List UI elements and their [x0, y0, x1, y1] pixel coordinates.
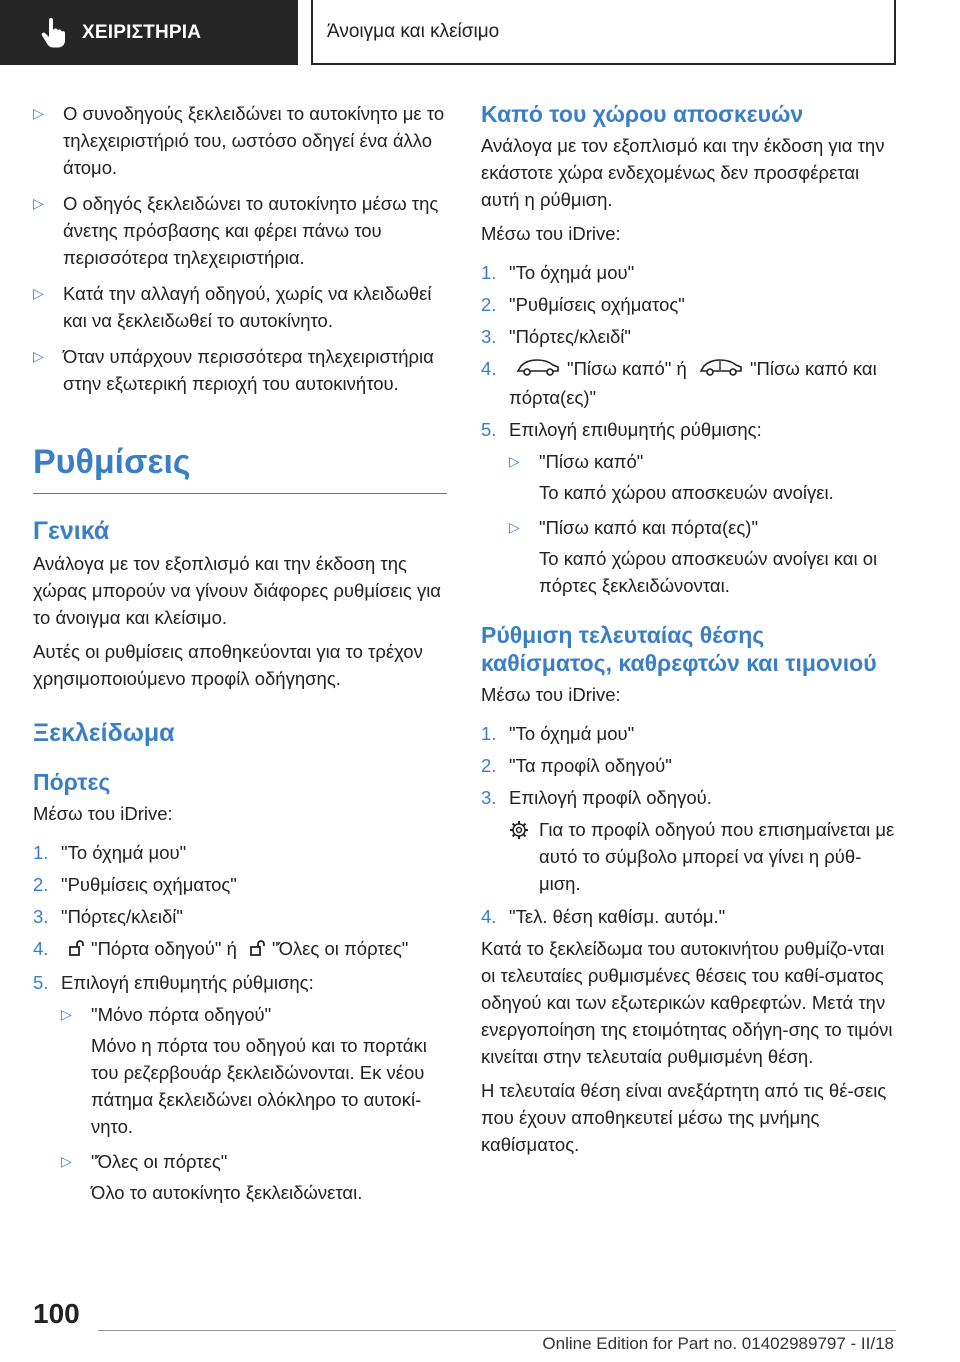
footer-divider	[98, 1330, 896, 1331]
gear-icon	[509, 816, 539, 897]
step-number: 1.	[481, 262, 497, 283]
left-column	[33, 100, 447, 1214]
option-item	[61, 1148, 447, 1175]
option-label: "Πίσω καπό και πόρτα(ες)"	[539, 516, 759, 538]
step-number: 4.	[481, 905, 497, 927]
step-number: 3.	[481, 786, 497, 808]
step-text: "Τα προφίλ οδηγού"	[509, 754, 672, 776]
option-list	[33, 1001, 447, 1028]
step-item	[33, 935, 447, 964]
option-description: Το καπό χώρου αποσκευών ανοίγει.	[539, 481, 834, 503]
paragraph: Η τελευταία θέση είναι ανεξάρτητη από τις θέ-σεις που έχουν αποθηκευτεί μέσω της μνήμης καθίσματος.	[481, 1079, 887, 1155]
step-number: 2.	[481, 294, 497, 315]
step-number: 4.	[481, 358, 497, 379]
triangle-bullet-icon: ▷	[33, 348, 44, 364]
triangle-bullet-icon: ▷	[61, 1005, 72, 1022]
step-text: Επιλογή επιθυμητής ρύθμισης:	[61, 971, 314, 993]
step-text: "Το όχημά μου"	[509, 262, 635, 283]
step-item	[481, 752, 895, 779]
paragraph: Ανάλογα με τον εξοπλισμό και την έκδοση της χώρας μπορούν να γίνουν διάφορες ρυθμίσεις για το άνοιγμα και κλείσιμο.	[33, 553, 441, 628]
list-item	[33, 190, 447, 271]
step-text: "Πόρτες/κλειδί"	[509, 326, 631, 347]
list-item	[33, 343, 447, 397]
list-item	[33, 100, 447, 181]
list-item-text: Όταν υπάρχουν περισσότερα τηλεχειριστήρια στην εξωτερική περιοχή του αυτοκινήτου.	[63, 346, 434, 394]
option-item	[509, 514, 895, 541]
step-text-part: "Πόρτα οδηγού" ή	[91, 938, 237, 959]
option-list	[481, 448, 895, 475]
list-item-text: Ο συνοδηγούς ξεκλειδώνει το αυτοκίνητο με το τηλεχειριστήριό του, ωστόσο οδηγεί ένα άλλο άτομο.	[63, 103, 445, 178]
step-number: 3.	[33, 906, 49, 927]
option-description: Μόνο η πόρτα του οδηγού και το πορτάκι του ρεζερβουάρ ξεκλειδώνονται. Εκ νέου πάτημα ξεκλειδώνει ολόκληρο το αυτοκί-νητο.	[91, 1034, 427, 1137]
car-trunk-doors-icon	[698, 357, 744, 384]
option-description: Όλο το αυτοκίνητο ξεκλειδώνεται.	[91, 1181, 363, 1203]
triangle-bullet-icon: ▷	[509, 452, 520, 469]
step-item	[33, 969, 447, 996]
option-label: "Πίσω καπό"	[539, 450, 644, 472]
step-text-part: "Πίσω καπό" ή	[567, 358, 687, 379]
step-text	[61, 935, 447, 964]
paragraph: Αυτές οι ρυθμίσεις αποθηκεύονται για το τρέχον χρησιμοποιούμενο προφίλ οδήγησης.	[33, 641, 423, 689]
triangle-bullet-icon: ▷	[33, 105, 44, 121]
unlock-all-icon	[248, 937, 266, 964]
step-number: 3.	[481, 326, 497, 347]
option-label: "Μόνο πόρτα οδηγού"	[91, 1003, 272, 1025]
step-item	[481, 323, 895, 350]
step-text: "Πόρτες/κλειδί"	[61, 906, 183, 927]
step-number: 1.	[33, 842, 49, 863]
list-item-text: Κατά την αλλαγή οδηγού, χωρίς να κλειδωθεί και να ξεκλειδωθεί το αυτοκίνητο.	[63, 283, 432, 331]
step-number: 4.	[33, 938, 49, 959]
triangle-bullet-icon: ▷	[61, 1152, 72, 1169]
step-text: "Το όχημά μου"	[509, 722, 635, 744]
step-text: "Το όχημά μου"	[61, 842, 187, 863]
step-item	[481, 903, 895, 930]
step-item	[481, 720, 895, 747]
step-text: "Ρυθμίσεις οχήματος"	[61, 874, 237, 895]
step-item	[481, 784, 895, 811]
step-text: "Τελ. θέση καθίσμ. αυτόμ."	[509, 905, 726, 927]
triangle-bullet-icon: ▷	[509, 518, 520, 535]
option-description: Το καπό χώρου αποσκευών ανοίγει και οι πόρτες ξεκλειδώνονται.	[539, 547, 878, 596]
section-tab	[0, 0, 298, 65]
paragraph: Μέσω του iDrive:	[33, 803, 173, 824]
option-label: "Όλες οι πόρτες"	[91, 1150, 228, 1172]
page-number: 100	[33, 1298, 80, 1329]
paragraph: Κατά το ξεκλείδωμα του αυτοκινήτου ρυθμίζο-νται οι τελευταίες ρυθμισμένες θέσεις του καθί-σματος οδηγού και των εξωτερικών καθρεφτών. Μετά την ενεργοποίηση της ετοιμότητας οδήγη-σης το τιμόνι κινείται στην τελευταία ρυθμισμένη θέση.	[481, 937, 893, 1067]
triangle-bullet-icon: ▷	[33, 285, 44, 301]
note	[481, 816, 895, 897]
step-item	[481, 259, 895, 286]
edition-text: Online Edition for Part no. 01402989797 - II/18	[542, 1334, 894, 1353]
step-text	[509, 355, 895, 411]
step-text: Επιλογή επιθυμητής ρύθμισης:	[509, 418, 762, 440]
subsection-heading: Γενικά	[33, 517, 110, 545]
step-item	[33, 903, 447, 930]
paragraph: Ανάλογα με τον εξοπλισμό και την έκδοση για την εκάστοτε χώρα ενδεχομένως δεν προσφέρεται αυτή η ρύθμιση.	[481, 135, 885, 210]
step-number: 5.	[33, 971, 49, 993]
step-item	[33, 839, 447, 866]
triangle-bullet-icon: ▷	[33, 195, 44, 211]
option-list	[33, 1148, 447, 1175]
step-item	[481, 291, 895, 318]
topic-heading: Καπό του χώρου αποσκευών	[481, 101, 804, 127]
section-label: ΧΕΙΡΙΣΤΗΡΙΑ	[82, 21, 202, 43]
subsection-heading: Ξεκλείδωμα	[33, 719, 175, 747]
step-item	[481, 416, 895, 443]
step-number: 2.	[33, 874, 49, 895]
step-number: 2.	[481, 754, 497, 776]
step-number: 1.	[481, 722, 497, 744]
option-item	[509, 448, 895, 475]
chapter-tab	[311, 0, 896, 65]
hand-pointer-icon	[34, 13, 74, 53]
option-list	[481, 514, 895, 541]
note-text: Για το προφίλ οδηγού που επισημαίνεται με αυτό το σύμβολο μπορεί να γίνει η ρύθ-μιση.	[539, 818, 895, 894]
step-text: "Ρυθμίσεις οχήματος"	[509, 294, 685, 315]
section-heading: Ρυθμίσεις	[33, 441, 447, 494]
chapter-title: Άνοιγμα και κλείσιμο	[327, 20, 500, 42]
step-item	[33, 871, 447, 898]
list-item-text: Ο οδηγός ξεκλειδώνει το αυτοκίνητο μέσω της άνετης πρόσβασης και φέρει πάνω του περισσότερα τηλεχειριστήρια.	[63, 193, 439, 268]
step-text-part: "Πίσω καπό και πόρτα(ες)"	[509, 358, 877, 408]
paragraph: Μέσω του iDrive:	[481, 223, 621, 244]
topic-heading: Ρύθμιση τελευταίας θέσης καθίσματος, καθρεφτών και τιμονιού	[481, 621, 877, 676]
option-item	[61, 1001, 447, 1028]
right-column	[481, 100, 895, 1165]
step-item	[481, 355, 895, 411]
car-trunk-icon	[515, 357, 561, 384]
list-item	[33, 280, 447, 334]
paragraph: Μέσω του iDrive:	[481, 683, 621, 705]
step-text-part: "Όλες οι πόρτες"	[272, 938, 409, 959]
unlock-door-icon	[67, 937, 85, 964]
step-number: 5.	[481, 418, 497, 440]
step-text: Επιλογή προφίλ οδηγού.	[509, 786, 712, 808]
topic-heading: Πόρτες	[33, 769, 111, 795]
